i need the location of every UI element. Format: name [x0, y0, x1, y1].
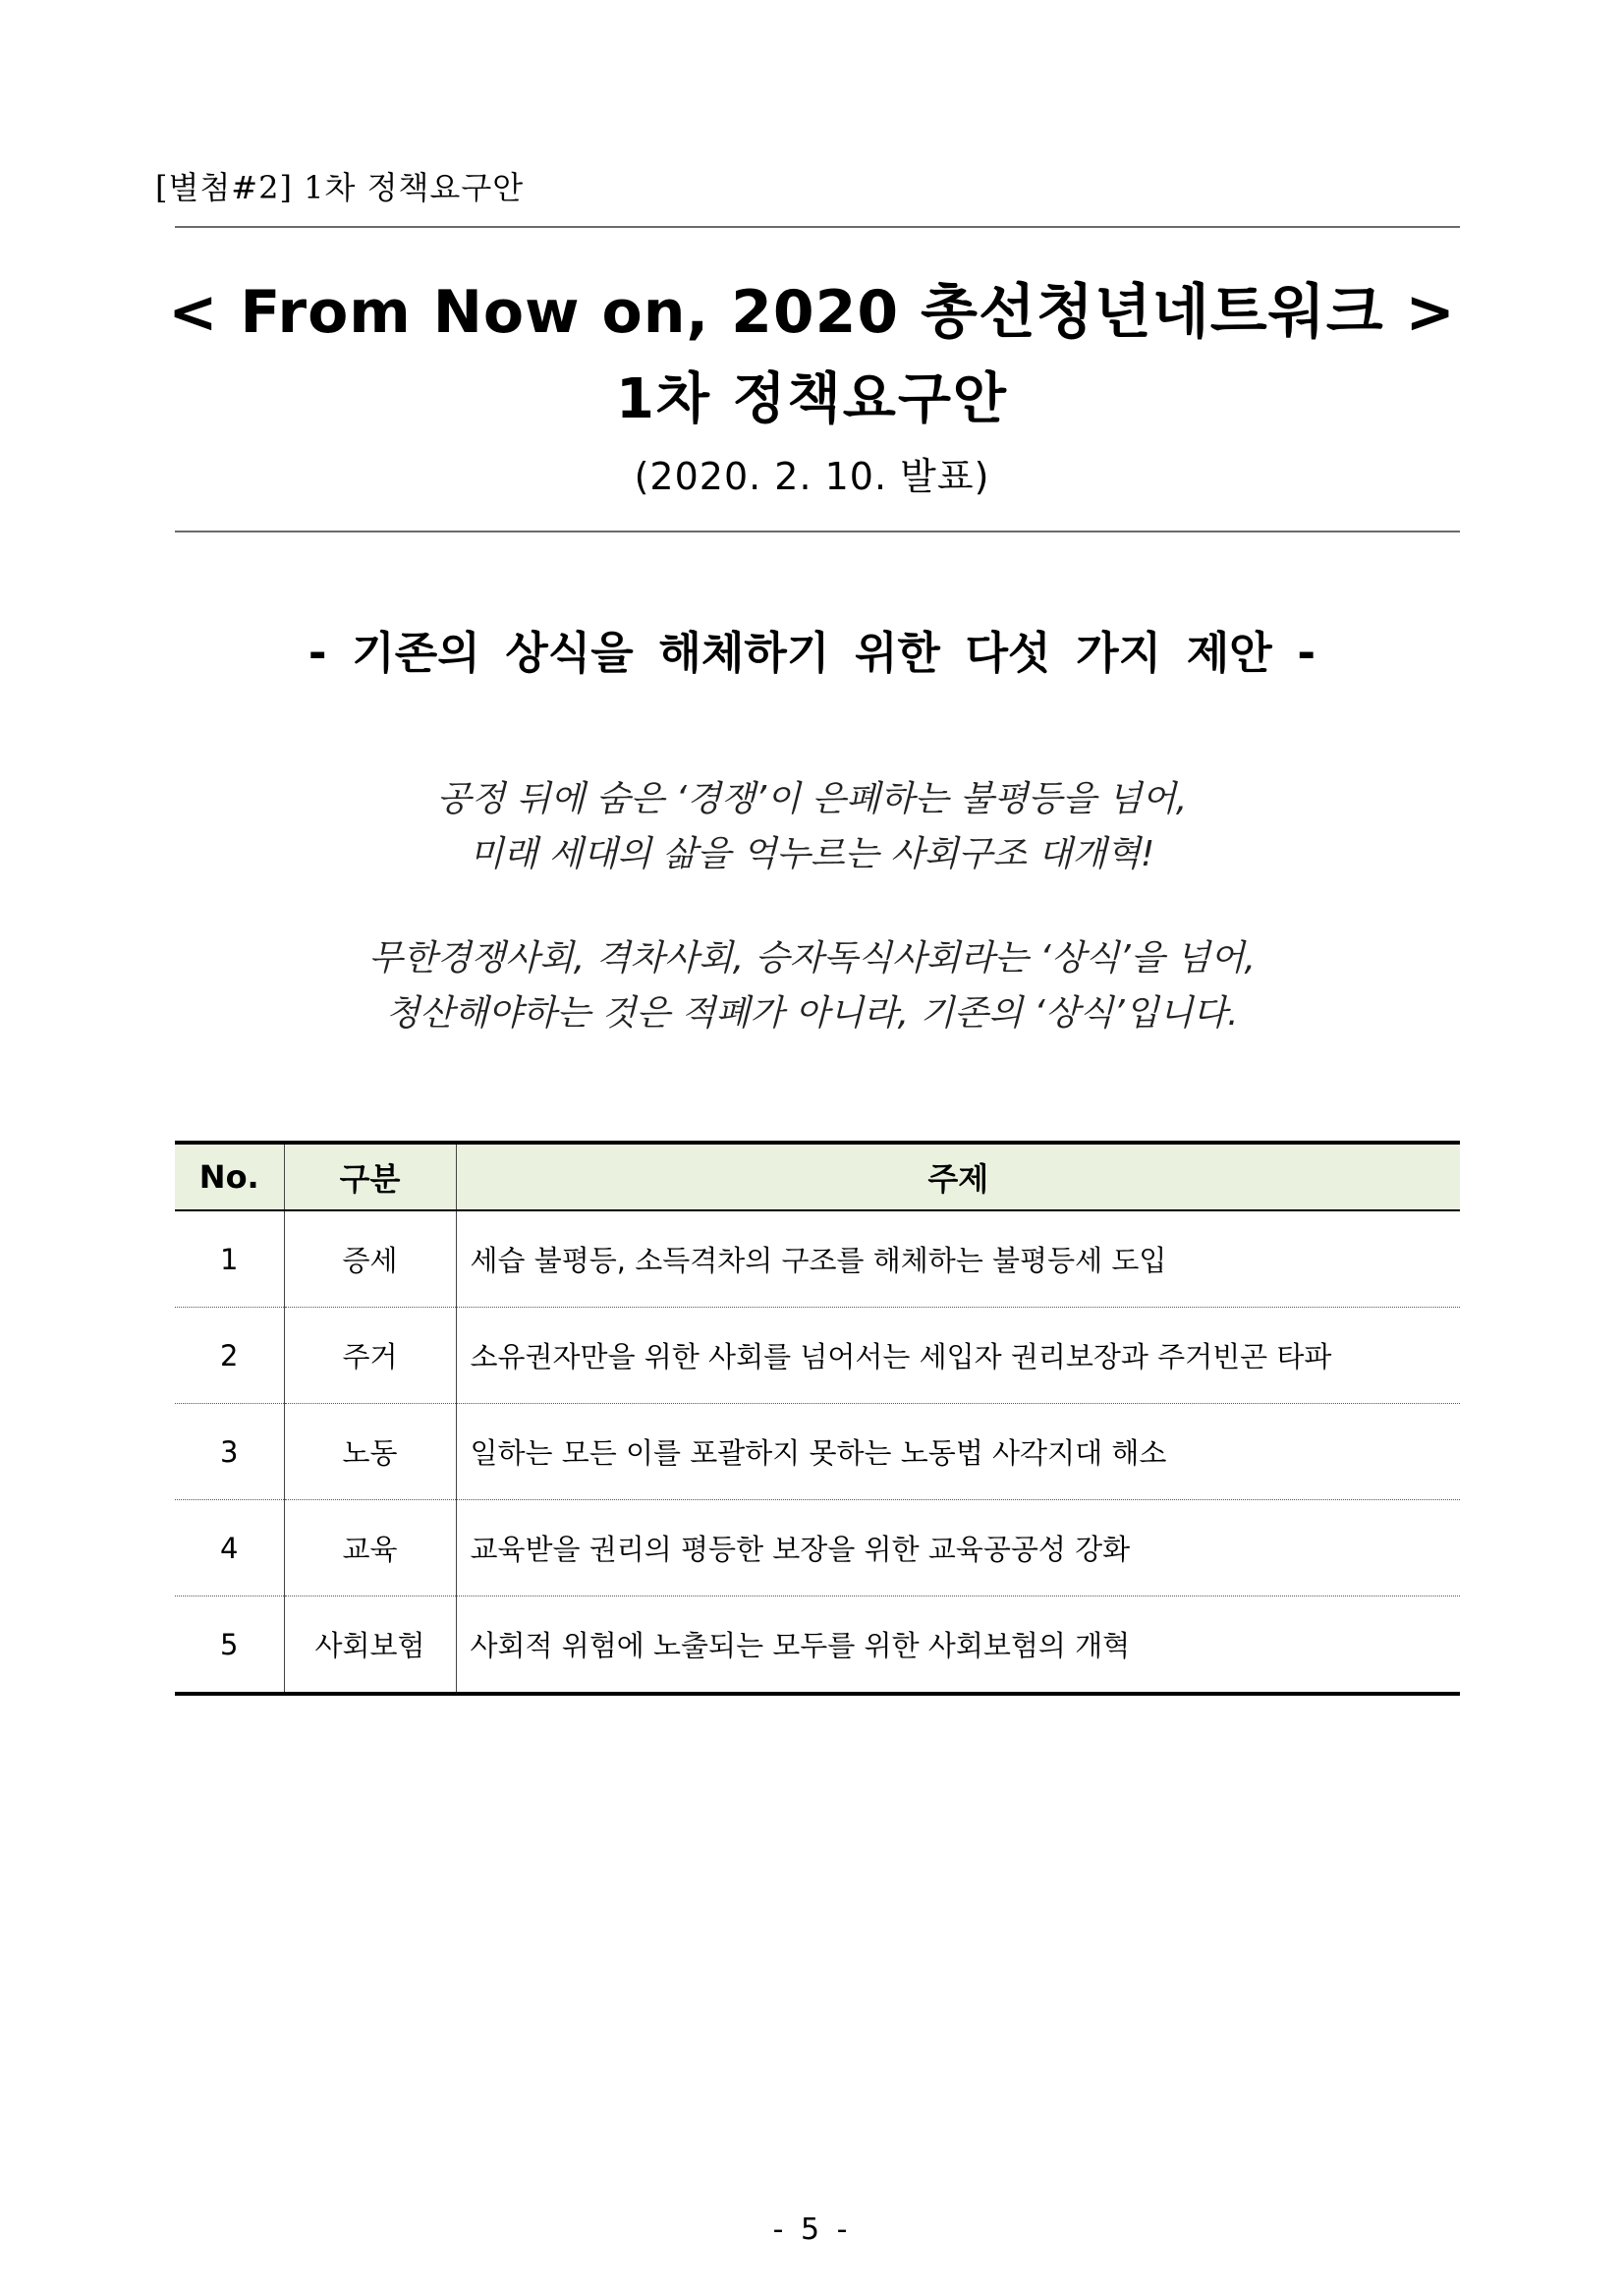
row-number: 3 — [175, 1404, 284, 1500]
header-category: 구분 — [284, 1143, 456, 1210]
tagline: - 기존의 상식을 해체하기 위한 다섯 가지 제안 - — [308, 627, 1316, 679]
row-topic: 사회적 위험에 노출되는 모두를 위한 사회보험의 개혁 — [456, 1596, 1460, 1695]
row-category: 노동 — [284, 1404, 456, 1500]
row-topic: 세습 불평등, 소득격차의 구조를 해체하는 불평등세 도입 — [456, 1210, 1460, 1308]
quote-block-1 — [0, 772, 1624, 882]
document-subtitle: 1차 정책요구안 — [615, 367, 1009, 431]
quote-2-line-2: 청산해야하는 것은 적폐가 아니라, 기존의 ‘상식’입니다. — [385, 993, 1239, 1034]
table-row — [175, 1500, 1460, 1596]
table-row — [175, 1404, 1460, 1500]
row-number: 2 — [175, 1308, 284, 1404]
announcement-date: (2020. 2. 10. 발표) — [634, 455, 990, 498]
bottom-divider — [175, 531, 1460, 532]
row-category: 주거 — [284, 1308, 456, 1404]
header-topic: 주제 — [456, 1143, 1460, 1210]
attachment-label: [별첨#2] 1차 정책요구안 — [155, 169, 525, 206]
quote-2-line-1: 무한경쟁사회, 격차사회, 승자독식사회라는 ‘상식’을 넘어, — [368, 938, 1256, 979]
row-category: 교육 — [284, 1500, 456, 1596]
quote-1-line-2: 미래 세대의 삶을 억누르는 사회구조 대개혁! — [469, 834, 1155, 874]
quote-1-line-1: 공정 뒤에 숨은 ‘경쟁’이 은폐하는 불평등을 넘어, — [436, 779, 1188, 819]
table-header-row — [175, 1143, 1460, 1210]
row-number: 1 — [175, 1210, 284, 1308]
header-no: No. — [175, 1143, 284, 1210]
top-divider — [175, 226, 1460, 228]
policy-table — [175, 1141, 1460, 1696]
document-title: < From Now on, 2020 총선청년네트워크 > — [168, 278, 1456, 347]
row-topic: 교육받을 권리의 평등한 보장을 위한 교육공공성 강화 — [456, 1500, 1460, 1596]
quote-block-2 — [0, 931, 1624, 1041]
table-row — [175, 1210, 1460, 1308]
table-row — [175, 1308, 1460, 1404]
row-topic: 소유권자만을 위한 사회를 넘어서는 세입자 권리보장과 주거빈곤 타파 — [456, 1308, 1460, 1404]
table-row — [175, 1596, 1460, 1695]
row-category: 증세 — [284, 1210, 456, 1308]
row-topic: 일하는 모든 이를 포괄하지 못하는 노동법 사각지대 해소 — [456, 1404, 1460, 1500]
page-number: - 5 - — [772, 2212, 852, 2247]
row-category: 사회보험 — [284, 1596, 456, 1695]
row-number: 5 — [175, 1596, 284, 1695]
row-number: 4 — [175, 1500, 284, 1596]
